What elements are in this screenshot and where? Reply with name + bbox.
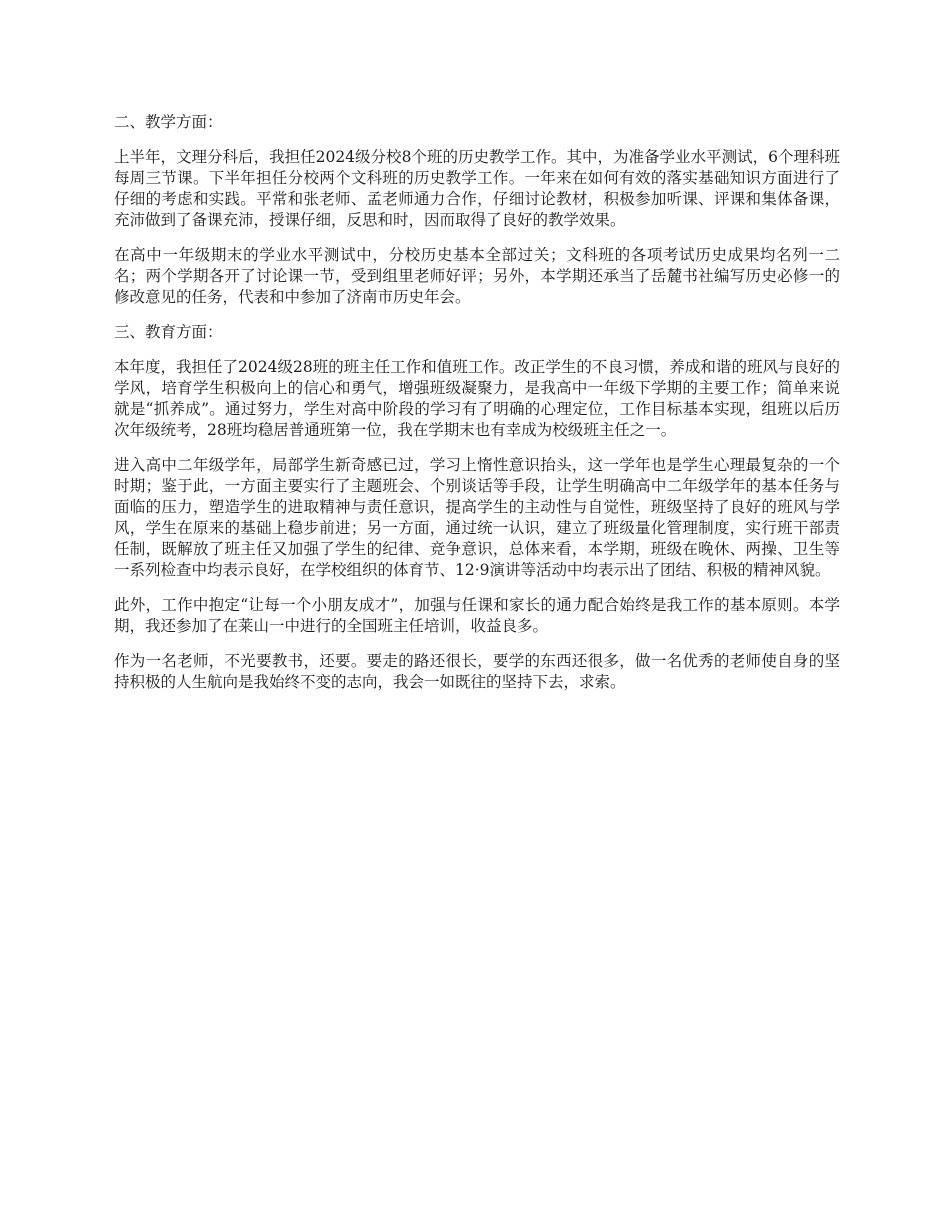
paragraph-teaching-1: 上半年，文理分科后，我担任2024级分校8个班的历史教学工作。其中，为准备学业水平测试，6个理科班每周三节课。下半年担任分校两个文科班的历史教学工作。一年来在如何有效的落实基础知识方面进行了仔细的考虑和实践。平常和张老师、孟老师通力合作，仔细讨论教材，积极参加听课、评课和集体备课，充沛做到了备课充沛，授课仔细，反思和时，因而取得了良好的教学效果。 <box>114 148 840 229</box>
section-heading-teaching: 二、教学方面： <box>114 113 223 131</box>
paragraph-education-2: 进入高中二年级学年，局部学生新奇感已过，学习上惰性意识抬头，这一学年也是学生心理最复杂的一个时期；鉴于此，一方面主要实行了主题班会、个别谈话等手段，让学生明确高中二年级学年的基本任务与面临的压力，塑造学生的进取精神与责任意识，提高学生的主动性与自觉性，班级坚持了良好的班风与学风，学生在原来的基础上稳步前进；另一方面，通过统一认识，建立了班级量化管理制度，实行班干部责任制，既解放了班主任又加强了学生的纪律、竞争意识，总体来看，本学期，班级在晚休、两操、卫生等一系列检查中均表示良好，在学校组织的体育节、12·9演讲等活动中均表示出了团结、积极的精神风貌。 <box>114 456 840 579</box>
paragraph-education-1: 本年度，我担任了2024级28班的班主任工作和值班工作。改正学生的不良习惯，养成和谐的班风与良好的学风，培育学生积极向上的信心和勇气，增强班级凝聚力，是我高中一年级下学期的主要工作；简单来说就是“抓养成”。通过努力，学生对高中阶段的学习有了明确的心理定位，工作目标基本实现，组班以后历次年级统考，28班均稳居普通班第一位，我在学期末也有幸成为校级班主任之一。 <box>114 358 840 439</box>
paragraph-teaching-2: 在高中一年级期末的学业水平测试中，分校历史基本全部过关；文科班的各项考试历史成果均名列一二名；两个学期各开了讨论课一节，受到组里老师好评；另外，本学期还承当了岳麓书社编写历史必修一的修改意见的任务，代表和中参加了济南市历史年会。 <box>114 246 840 306</box>
paragraph-education-3: 此外，工作中抱定“让每一个小朋友成才”，加强与任课和家长的通力配合始终是我工作的基本原则。本学期，我还参加了在莱山一中进行的全国班主任培训，收益良多。 <box>114 596 840 635</box>
section-heading-education: 三、教育方面： <box>114 323 223 341</box>
paragraph-education-4: 作为一名老师，不光要教书，还要。要走的路还很长，要学的东西还很多，做一名优秀的老师使自身的坚持积极的人生航向是我始终不变的志向，我会一如既往的坚持下去，求索。 <box>114 652 840 691</box>
document-page <box>114 112 840 707</box>
